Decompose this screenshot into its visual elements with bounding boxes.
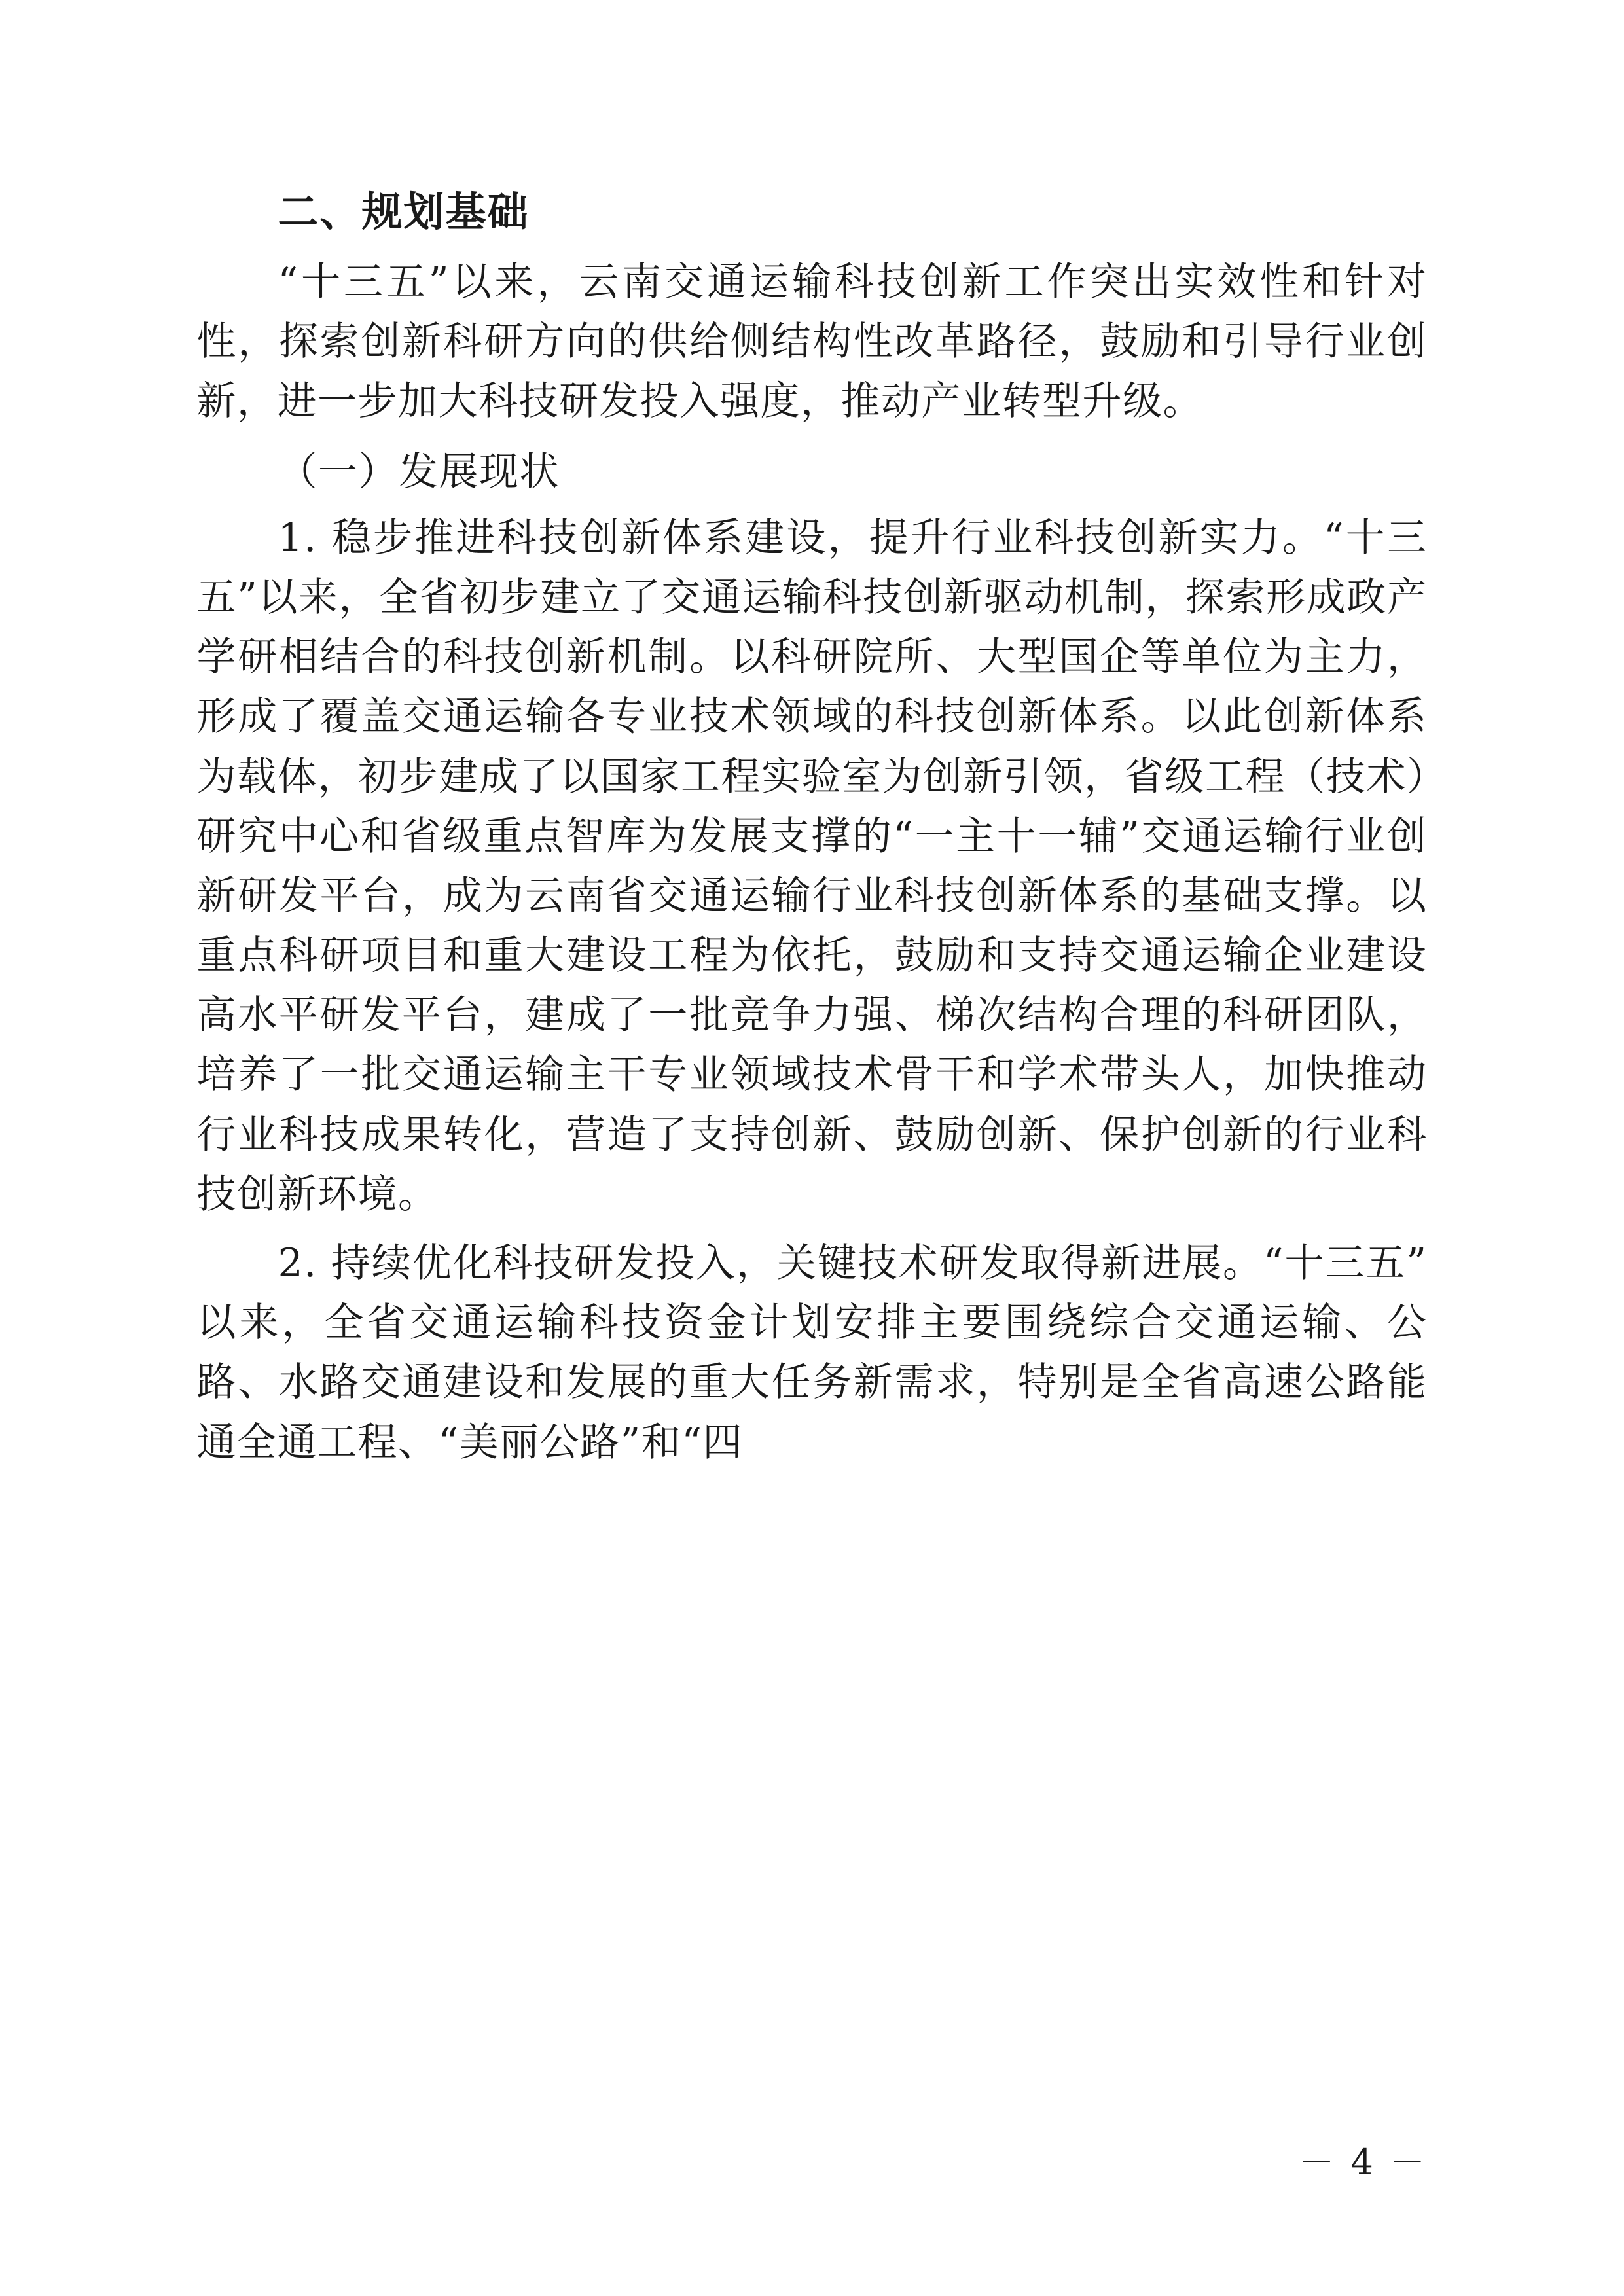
page-number: － 4 － [1299, 2142, 1428, 2183]
document-body [197, 183, 1428, 1473]
subsection-heading-development-status: （一）发展现状 [278, 448, 560, 495]
paragraph-item-2: 2. 持续优化科技研发投入，关键技术研发取得新进展。“十三五”以来，全省交通运输科技资金计划安排主要围绕综合交通运输、公路、水路交通建设和发展的重大任务新需求，特别是全省高速公路能通全通工程、“美丽公路”和“四 [196, 1240, 1428, 1465]
section-heading: 二、规划基础 [278, 188, 530, 236]
paragraph-intro: “十三五”以来，云南交通运输科技创新工作突出实效性和针对性，探索创新科研方向的供给侧结构性改革路径，鼓励和引导行业创新，进一步加大科技研发投入强度，推动产业转型升级。 [196, 259, 1428, 425]
paragraph-item-1: 1. 稳步推进科技创新体系建设，提升行业科技创新实力。“十三五”以来，全省初步建立了交通运输科技创新驱动机制，探索形成政产学研相结合的科技创新机制。以科研院所、大型国企等单位为主力，形成了覆盖交通运输各专业技术领域的科技创新体系。以此创新体系为载体，初步建成了以国家工程实验室为创新引领，省级工程（技术）研究中心和省级重点智库为发展支撑的“一主十一辅”交通运输行业创新研发平台，成为云南省交通运输行业科技创新体系的基础支撑。以重点科研项目和重大建设工程为依托，鼓励和支持交通运输企业建设高水平研发平台，建成了一批竞争力强、梯次结构合理的科研团队，培养了一批交通运输主干专业领域技术骨干和学术带头人，加快推动行业科技成果转化，营造了支持创新、鼓励创新、保护创新的行业科技创新环境。 [196, 514, 1428, 1217]
